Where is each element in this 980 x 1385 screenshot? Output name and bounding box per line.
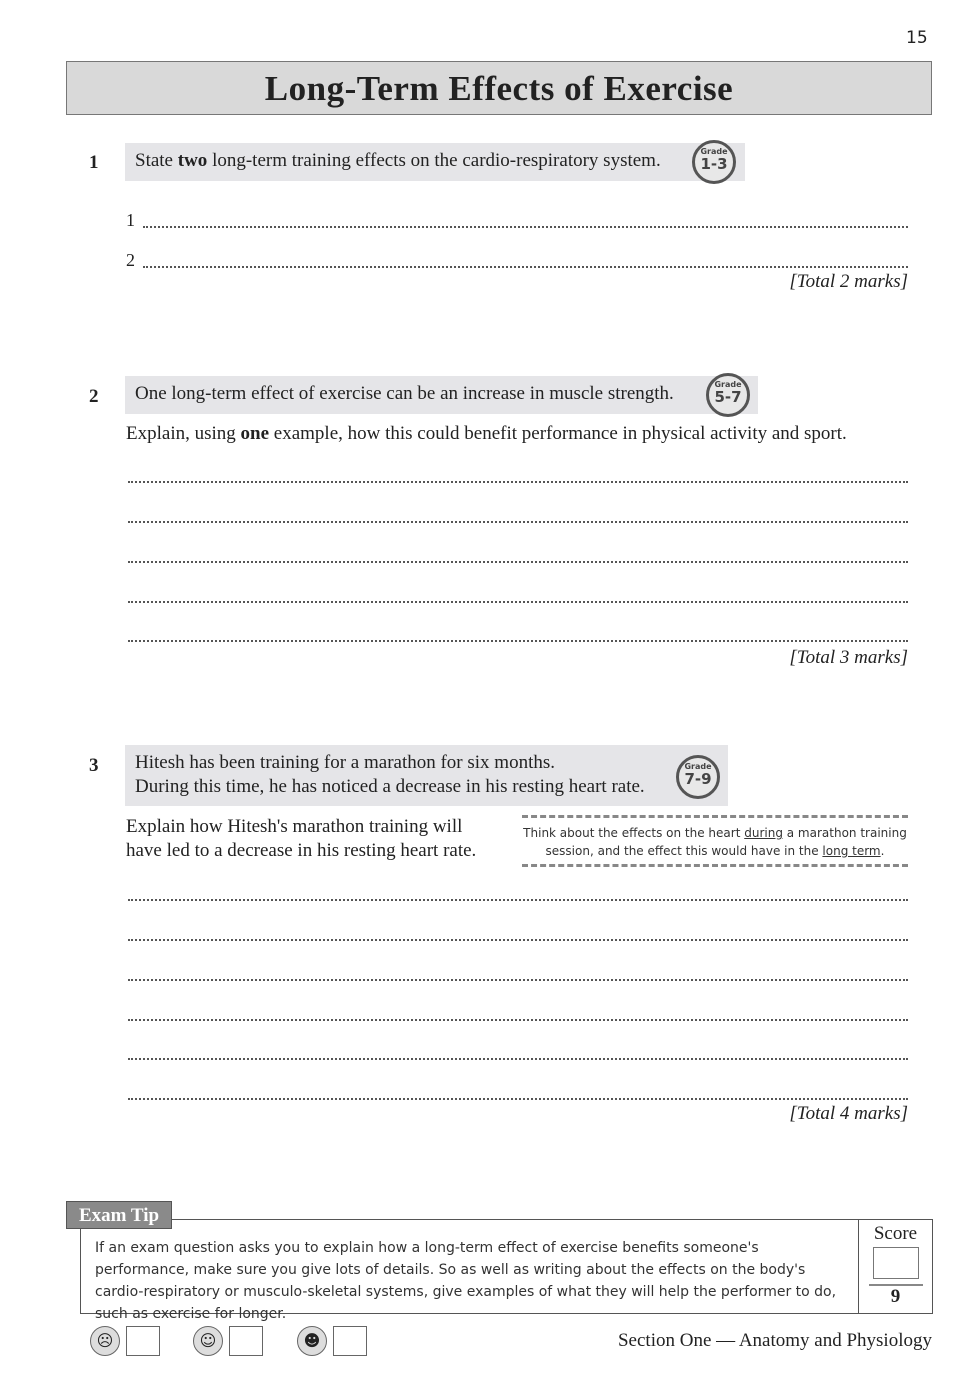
question-number: 1	[89, 152, 99, 173]
grade-range: 5-7	[714, 388, 742, 406]
instruction-line: have led to a decrease in his resting heart rate.	[126, 840, 477, 861]
hint-text: .	[880, 844, 885, 858]
answer-line[interactable]	[128, 561, 908, 563]
score-box	[858, 1219, 933, 1314]
prompt-line: Hitesh has been training for a marathon for six months.	[135, 752, 556, 773]
grade-badge	[706, 373, 750, 417]
confidence-checkbox-sad[interactable]	[126, 1326, 160, 1356]
answer-line[interactable]	[128, 640, 908, 642]
score-input[interactable]	[873, 1247, 919, 1279]
hint-emphasis: long term	[822, 844, 881, 858]
instruction-emphasis: one	[240, 423, 270, 444]
grade-label: Grade	[700, 147, 728, 156]
total-marks: [Total 2 marks]	[789, 271, 908, 292]
score-total: 9	[869, 1284, 923, 1308]
grade-badge	[692, 140, 736, 184]
exam-tip-box: If an exam question asks you to explain how a long-term effect of exercise benefits someone's performance, make sure you give lots of details. So as well as writing about the effects on the body's cardio-respiratory or musculo-skeletal systems, give examples of what they will help the performer to do, such as exercise for longer.	[80, 1219, 858, 1314]
question-number: 2	[89, 386, 99, 407]
answer-line[interactable]	[143, 226, 908, 228]
question-2-instruction	[126, 422, 847, 446]
hint-text: Think about the effects on the heart	[523, 826, 745, 840]
answer-line[interactable]	[128, 979, 908, 981]
score-label: Score	[873, 1223, 918, 1244]
answer-line[interactable]	[128, 521, 908, 523]
grade-range: 7-9	[684, 770, 712, 788]
prompt-text: State	[135, 150, 178, 171]
total-marks: [Total 4 marks]	[789, 1103, 908, 1124]
answer-line[interactable]	[128, 899, 908, 901]
answer-line-number: 2	[126, 250, 135, 270]
hint-emphasis: during	[744, 826, 783, 840]
confidence-checkbox-neutral[interactable]	[229, 1326, 263, 1356]
hint-box	[522, 815, 908, 867]
answer-line[interactable]	[128, 1098, 908, 1100]
grade-range: 1-3	[700, 155, 728, 173]
instruction-text: example, how this could benefit performance in physical activity and sport.	[269, 423, 847, 444]
answer-line[interactable]	[128, 939, 908, 941]
answer-line[interactable]	[128, 601, 908, 603]
question-3-instruction	[126, 815, 476, 863]
question-number: 3	[89, 755, 99, 776]
instruction-text: Explain, using	[126, 423, 241, 444]
hint-text: a marathon training session, and the effect this would have in the	[545, 826, 907, 858]
question-3-prompt	[125, 745, 728, 806]
confidence-checkbox-happy[interactable]	[333, 1326, 367, 1356]
sad-face-icon: ☹	[90, 1326, 120, 1356]
neutral-face-icon: ☺	[193, 1326, 223, 1356]
prompt-text: long-term training effects on the cardio-respiratory system.	[207, 150, 661, 171]
page-number: 15	[906, 28, 928, 48]
happy-face-icon: ☻	[297, 1326, 327, 1356]
total-marks: [Total 3 marks]	[789, 647, 908, 668]
prompt-emphasis: two	[177, 150, 208, 171]
question-2-prompt: One long-term effect of exercise can be an increase in muscle strength.	[125, 376, 758, 414]
instruction-line: Explain how Hitesh's marathon training will	[126, 816, 463, 837]
grade-label: Grade	[684, 762, 712, 771]
grade-label: Grade	[714, 380, 742, 389]
answer-line[interactable]	[143, 266, 908, 268]
question-1-prompt	[125, 143, 745, 181]
page-title: Long-Term Effects of Exercise	[66, 61, 932, 115]
exam-tip-label: Exam Tip	[66, 1201, 172, 1229]
answer-line[interactable]	[128, 1019, 908, 1021]
section-footer: Section One — Anatomy and Physiology	[617, 1330, 932, 1351]
answer-line[interactable]	[128, 1058, 908, 1060]
prompt-line: During this time, he has noticed a decrease in his resting heart rate.	[135, 776, 645, 797]
answer-line[interactable]	[128, 481, 908, 483]
answer-line-number: 1	[126, 210, 135, 230]
grade-badge	[676, 755, 720, 799]
